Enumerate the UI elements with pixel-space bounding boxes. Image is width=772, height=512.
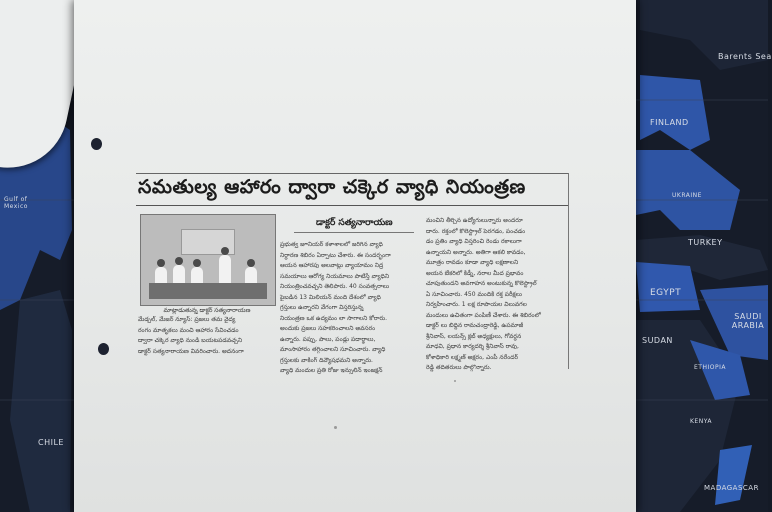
- article-line: సమయాలు ఆరోగ్య నియమాలు పాటిస్తే వ్యాధిని: [280, 272, 390, 280]
- newspaper-clipping: [136, 168, 576, 374]
- map-label-kenya: KENYA: [690, 418, 713, 425]
- paper-speck: [334, 426, 337, 429]
- map-label-sudan: SUDAN: [642, 336, 673, 345]
- headline-rule: [136, 205, 568, 206]
- clipping-headline: సమతుల్య ఆహారం ద్వారా చక్కెర వ్యాధి నియంత్రణ: [138, 176, 526, 198]
- photo-table: [149, 283, 267, 299]
- clipping-top-rule: [136, 173, 568, 174]
- article-line: ఏ సూచించారు. 450 మందికి రక్త పరీక్షలు: [426, 290, 523, 298]
- article-line: మందులు ఉచితంగా పంపిణీ చేశారు. ఈ శిబిరంలో: [426, 311, 541, 319]
- paper-sheet: [74, 0, 636, 512]
- map-label-madagascar: MADAGASCAR: [704, 484, 759, 492]
- article-line: అయన బేకరిలో కిడ్నీ, నరాల మీద ప్రభావం: [426, 269, 524, 277]
- article-line: దారు. రక్తంలో కొలెస్ట్రాల్ పెరగడం, పంచడం: [426, 227, 526, 235]
- article-column-middle: [280, 240, 418, 374]
- article-line: వ్యాధి మందుల ప్రతి రోజు ఇన్సులిన్ ఇంజక్షన్: [280, 367, 383, 374]
- map-label-barents: Barents Sea: [718, 52, 772, 61]
- article-line: నిర్వహించారు. 1 లక్ష రూపాయల విలువగల: [426, 301, 527, 308]
- map-label-turkey: TURKEY: [688, 238, 723, 247]
- egypt-landmass: [636, 262, 700, 312]
- article-line: డాక్టర్ సత్యనారాయణ వివరించారు. అదనంగా: [138, 347, 244, 355]
- photo-person: [219, 255, 231, 285]
- paper-speck: [454, 380, 456, 382]
- map-label-ethiopia: ETHIOPIA: [694, 364, 726, 371]
- article-byline: డాక్టర్ సత్యనారాయణ: [316, 218, 393, 228]
- article-line: మంచిని తీర్చిన ఉద్యోగులున్నారు అందరూ: [426, 217, 523, 224]
- article-line: నియంత్రించవచ్చని తెలిపారు. 40 సంవత్సరాలు: [280, 283, 390, 290]
- article-line: మాంసాహారం తగ్గించాలని సూచించారు. వ్యాధి: [280, 346, 386, 353]
- article-line: మూత్రం రావడం కూడా వ్యాధి లక్షణాలని: [426, 259, 519, 266]
- article-line: ప్రభుత్వ జూనియర్ కళాశాలలో జరిగిన వ్యాధి: [280, 241, 383, 248]
- punch-hole-bottom: [98, 343, 109, 355]
- article-line: గ్రస్తులు ఉన్నారని వేగంగా విస్తరిస్తున్న: [280, 304, 364, 311]
- article-line: అందుకు ప్రజలు సహకరించాలని అవసరం: [280, 325, 376, 332]
- article-column-left: [138, 315, 274, 371]
- map-label-finland: FINLAND: [650, 118, 689, 127]
- map-label-egypt: EGYPT: [650, 288, 682, 298]
- article-line: ఆయన ఆహారపు అలవాట్లు వ్యాయామం నిద్ర: [280, 262, 384, 269]
- article-line: గ్రస్తులకు వాకింగ్ దివ్యౌషధమని అన్నారు.: [280, 356, 373, 364]
- article-line: డాక్టర్ లు బిద్దిన రామచంద్రారెడ్డి, ఉపమాజీ: [426, 322, 524, 329]
- map-label-saudi: SAUDI ARABIA: [731, 312, 765, 330]
- map-label-ukraine: UKRAINE: [672, 192, 702, 199]
- map-label-gulf: Gulf of Mexico: [4, 196, 28, 210]
- article-line: నియంత్రణ ఒక ఉద్యమం లా సాగాలని కోరారు.: [280, 314, 388, 322]
- article-line: ఉన్నారు. పప్పు, పాలు, పండ్లు పదార్థాలు,: [280, 335, 376, 343]
- clipping-right-rule: [568, 173, 569, 369]
- article-line: ద్వారా చక్కెర వ్యాధి నుండి బయటపడవచ్చని: [138, 337, 243, 344]
- article-line: రెడ్డి తదితరులు పాల్గొన్నారు.: [426, 364, 492, 371]
- byline-rule: [294, 232, 414, 233]
- article-column-right: [426, 216, 564, 371]
- article-line: ఉన్నాయని అన్నారు. అతిగా ఆకలి కావడం,: [426, 248, 526, 256]
- article-line: కోశాధికారి లక్ష్మణ్ అక్షరం, ఎంపీ నరేందర్: [426, 353, 519, 361]
- article-line: చూపుతుందని అవగాహన అంటుకున్న కొలెస్ట్రాల్: [426, 280, 537, 287]
- article-line: మేడ్చల్, మేజర్ న్యూస్: ప్రజలు తమ వైద్య: [138, 316, 236, 323]
- article-line: నిర్ధారణ శిబిరం ఏర్పాటు చేశారు. ఈ సందర్భంగా: [280, 251, 391, 259]
- photo-caption: మాట్లాడుతున్న డాక్టర్ సత్యనారాయణ: [163, 307, 251, 314]
- article-line: మాధవి, ప్రధాన కార్యదర్శి శ్రీనివాస్ రావు,: [426, 343, 519, 350]
- article-line: పైబడిన 13 మిలియన్ మంది దేశంలో వ్యాధి: [280, 293, 381, 301]
- clipping-photo: [140, 214, 276, 306]
- article-line: శ్రీనివాస్, లయన్స్ క్లబ్ అధ్యక్షులు, గోవర్ధన: [426, 332, 522, 340]
- article-line: రంగం మాతృకలు మంచి ఆహారం సేవించడం: [138, 326, 239, 334]
- map-label-chile: CHILE: [38, 438, 64, 447]
- article-line: డం ప్రతిం వ్యాధి విస్తరించి రెండు రకాలుగా: [426, 238, 522, 245]
- punch-hole-top: [91, 138, 102, 150]
